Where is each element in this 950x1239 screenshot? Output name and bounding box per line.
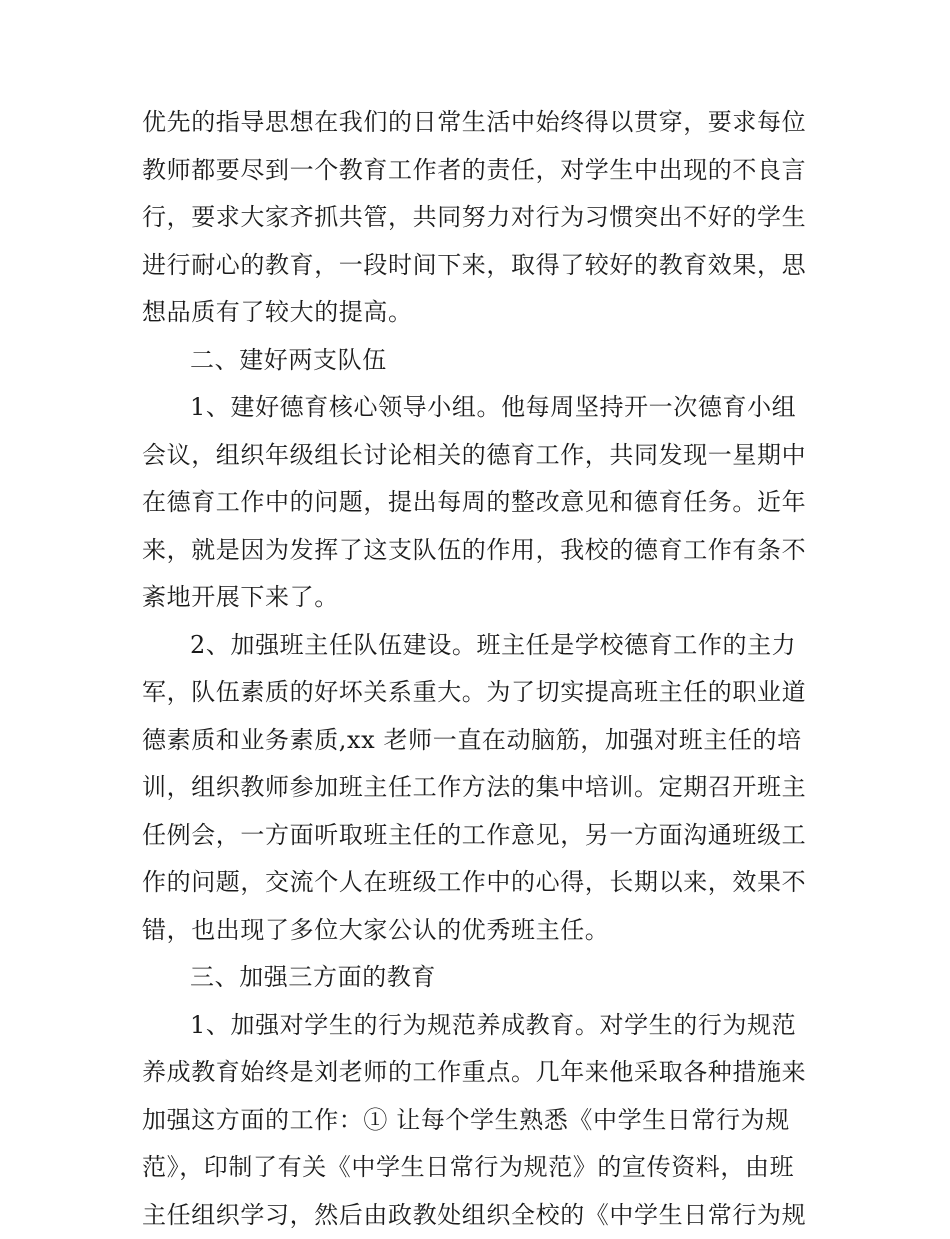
text-line: 训，组织教师参加班主任工作方法的集中培训。定期召开班主 [142, 764, 812, 812]
document-body [142, 99, 812, 1239]
text-line: 紊地开展下来了。 [142, 574, 812, 622]
paragraph-start: 2、加强班主任队伍建设。班主任是学校德育工作的主力 [142, 622, 812, 670]
text-line: 军，队伍素质的好坏关系重大。为了切实提高班主任的职业道 [142, 669, 812, 717]
text-line: 作的问题，交流个人在班级工作中的心得，长期以来，效果不 [142, 859, 812, 907]
section-heading: 三、加强三方面的教育 [142, 954, 812, 1002]
text-line: 行，要求大家齐抓共管，共同努力对行为习惯突出不好的学生 [142, 194, 812, 242]
text-line: 优先的指导思想在我们的日常生活中始终得以贯穿，要求每位 [142, 99, 812, 147]
text-line: 范》，印制了有关《中学生日常行为规范》的宣传资料，由班 [142, 1144, 812, 1192]
text-line: 在德育工作中的问题，提出每周的整改意见和德育任务。近年 [142, 479, 812, 527]
text-line: 想品质有了较大的提高。 [142, 289, 812, 337]
text-line: 错，也出现了多位大家公认的优秀班主任。 [142, 907, 812, 955]
text-line: 加强这方面的工作：① 让每个学生熟悉《中学生日常行为规 [142, 1097, 812, 1145]
text-line: 教师都要尽到一个教育工作者的责任，对学生中出现的不良言 [142, 147, 812, 195]
paragraph-start: 1、加强对学生的行为规范养成教育。对学生的行为规范 [142, 1002, 812, 1050]
text-line: 德素质和业务素质,xx 老师一直在动脑筋，加强对班主任的培 [142, 717, 812, 765]
paragraph-start: 1、建好德育核心领导小组。他每周坚持开一次德育小组 [142, 384, 812, 432]
text-line: 会议，组织年级组长讨论相关的德育工作，共同发现一星期中 [142, 432, 812, 480]
text-line: 进行耐心的教育，一段时间下来，取得了较好的教育效果，思 [142, 242, 812, 290]
text-line: 任例会，一方面听取班主任的工作意见，另一方面沟通班级工 [142, 812, 812, 860]
text-line: 来，就是因为发挥了这支队伍的作用，我校的德育工作有条不 [142, 527, 812, 575]
text-line: 主任组织学习，然后由政教处组织全校的《中学生日常行为规 [142, 1192, 812, 1239]
section-heading: 二、建好两支队伍 [142, 337, 812, 385]
text-line: 养成教育始终是刘老师的工作重点。几年来他采取各种措施来 [142, 1049, 812, 1097]
